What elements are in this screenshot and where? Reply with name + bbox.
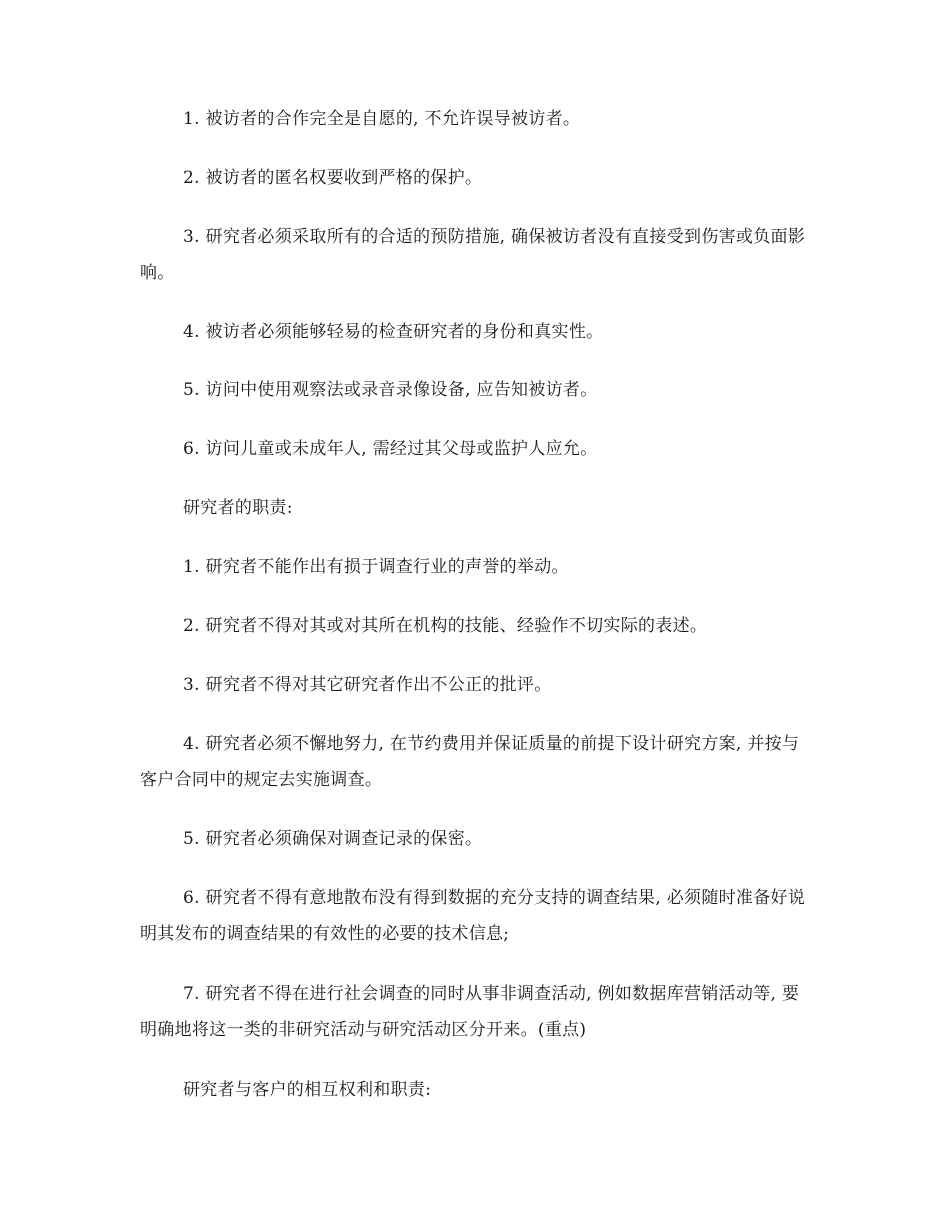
researcher-duty-7: 7. 研究者不得在进行社会调查的同时从事非调查活动, 例如数据库营销活动等, 要明确地将这一类的非研究活动与研究活动区分开来。(重点) [140,984,800,1040]
respondent-rule-6: 6. 访问儿童或未成年人, 需经过其父母或监护人应允。 [183,439,598,459]
researcher-duty-3: 3. 研究者不得对其它研究者作出不公正的批评。 [183,675,552,695]
client-rights-heading: 研究者与客户的相互权利和职责: [183,1080,432,1100]
researcher-duty-5: 5. 研究者必须确保对调查记录的保密。 [183,829,483,849]
researcher-duty-6: 6. 研究者不得有意地散布没有得到数据的充分支持的调查结果, 必须随时准备好说明其发布的调查结果的有效性的必要的技术信息; [140,888,806,944]
respondent-rule-3: 3. 研究者必须采取所有的合适的预防措施, 确保被访者没有直接受到伤害或负面影响。 [140,227,806,283]
researcher-duty-1: 1. 研究者不能作出有损于调查行业的声誉的举动。 [183,557,569,577]
respondent-rule-4: 4. 被访者必须能够轻易的检查研究者的身份和真实性。 [183,322,604,342]
researcher-duty-2: 2. 研究者不得对其或对其所在机构的技能、经验作不切实际的表述。 [183,616,708,636]
respondent-rule-2: 2. 被访者的匿名权要收到严格的保护。 [183,168,483,188]
respondent-rule-1: 1. 被访者的合作完全是自愿的, 不允许误导被访者。 [183,109,581,129]
researcher-duties-heading: 研究者的职责: [183,498,293,518]
researcher-duty-4: 4. 研究者必须不懈地努力, 在节约费用并保证质量的前提下设计研究方案, 并按与客户合同中的规定去实施调查。 [140,734,800,790]
respondent-rule-5: 5. 访问中使用观察法或录音录像设备, 应告知被访者。 [183,380,598,400]
